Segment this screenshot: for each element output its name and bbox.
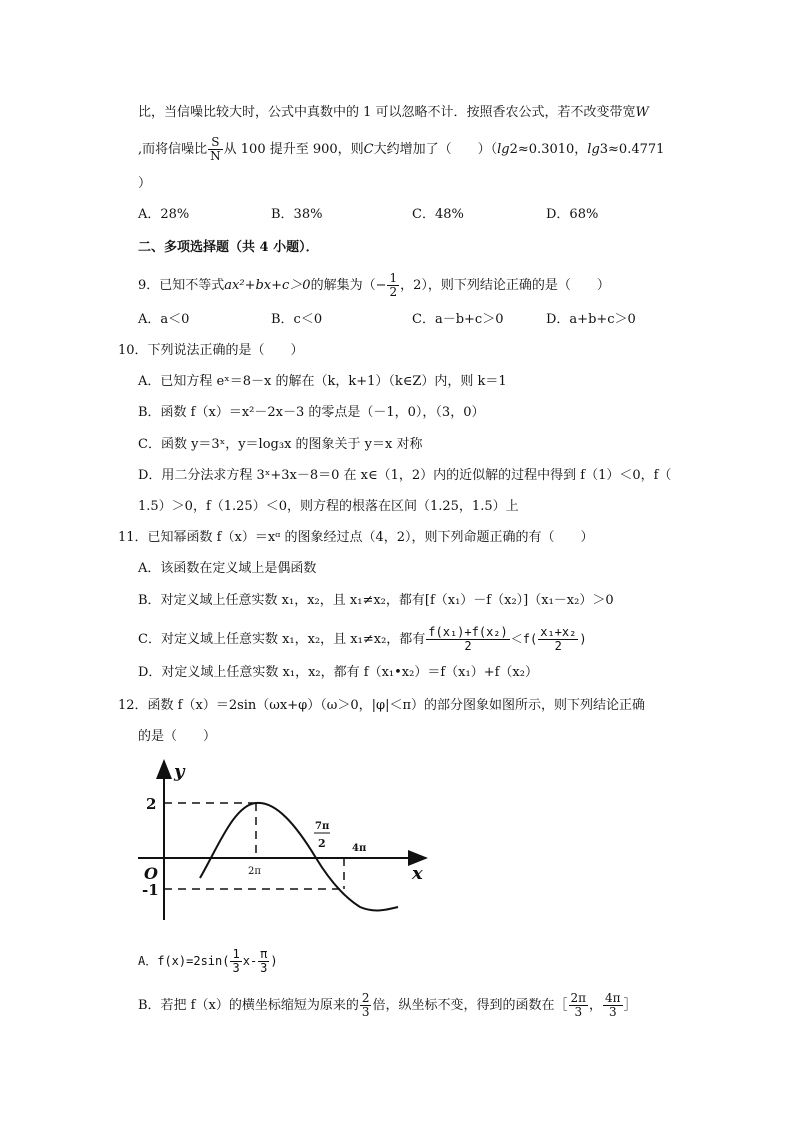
- q8-line1: 比，当信噪比较大时，公式中真数中的 1 可以忽略不计．按照香农公式，若不改变带宽W: [138, 105, 649, 120]
- sine-graph: [130, 755, 440, 925]
- q9-option-c: C．a－b+c＞0: [412, 312, 504, 327]
- q9-fraction: $\frac{1}{2}$: [389, 271, 398, 299]
- x-tick-7pi2-den: 2: [318, 837, 326, 850]
- q11-option-a: A．该函数在定义域上是偶函数: [138, 561, 317, 576]
- q10-option-c: C．函数 y＝3ˣ，y＝log₃x 的图象关于 y＝x 对称: [138, 437, 423, 452]
- q12b-fraction-1: $\frac{2}{3}$: [361, 991, 370, 1019]
- q12-stem-line1: 12．函数 f（x）＝2sin（ωx+φ）（ω＞0，|φ|＜π）的部分图象如图所示，则下列结论正确: [118, 698, 645, 713]
- q10-option-d-line1: D．用二分法求方程 3ˣ+3x－8＝0 在 x∈（1，2）内的近似解的过程中得到 f（1）＜0，f（: [138, 468, 672, 483]
- q12-stem-line2: 的是（ ）: [138, 729, 217, 744]
- x-tick-2pi: 2π: [248, 866, 261, 877]
- q9-option-b: B．c＜0: [271, 312, 323, 327]
- q9-option-d: D．a+b+c＞0: [546, 312, 636, 327]
- q9-option-a: A．a＜0: [138, 312, 190, 327]
- q8-option-d: D．68%: [546, 207, 599, 222]
- q11-stem: 11．已知幂函数 f（x）＝xᵅ 的图象经过点（4，2），则下列命题正确的有（ ）: [118, 530, 594, 545]
- q11-option-b: B．对定义域上任意实数 x₁，x₂，且 x₁≠x₂，都有[f（x₁）－f（x₂）]（x₁－x₂）＞0: [138, 593, 614, 608]
- q8-option-a: A．28%: [138, 207, 190, 222]
- q12b-fraction-3: $\frac{4\pi}{3}$: [605, 991, 621, 1019]
- q8-option-c: C．48%: [412, 207, 464, 222]
- q12-option-b: B．若把 f（x）的横坐标缩短为原来的 $\frac{2}{3}$ 倍，纵坐标不变，得到的函数在［ $\frac{2\pi}{3}$ ， $\frac{4\pi}{3}$ ］: [138, 991, 637, 1019]
- q10-option-a: A．已知方程 eˣ＝8－x 的解在（k，k+1）（k∈Z）内，则 k＝1: [138, 374, 507, 389]
- q9-stem: 9．已知不等式ax²+bx+c＞0的解集为（− $\frac{1}{2}$ ，2），则下列结论正确的是（ ）: [138, 271, 610, 299]
- q11-option-d: D．对定义域上任意实数 x₁，x₂，都有 f（x₁•x₂）＝f（x₁）+f（x₂）: [138, 665, 538, 680]
- q11-option-c: C．对定义域上任意实数 x₁，x₂，且 x₁≠x₂，都有 $\frac{\text{f(x₁)+f(x₂)}}{2}$ ＜f( $\frac{\text{x₁+x₂}}{2}$ ): [138, 625, 587, 653]
- section-title: 二、多项选择题（共 4 小题）．: [138, 240, 319, 255]
- q8-line3: ）: [138, 176, 152, 191]
- y-tick-2: 2: [146, 795, 157, 813]
- q12a-fraction-2: $\frac{\pi}{3}$: [260, 947, 268, 975]
- q11-fraction-1: $\frac{\text{f(x₁)+f(x₂)}}{2}$: [428, 625, 508, 653]
- y-axis-label: y: [174, 761, 185, 782]
- sine-curve: [200, 803, 398, 911]
- q12-option-a: A．f(x)=2sin( $\frac{1}{3}$ x- $\frac{\pi}{3}$ ): [138, 947, 278, 975]
- q10-option-b: B．函数 f（x）＝x²－2x－3 的零点是（－1，0），（3，0）: [138, 405, 485, 420]
- x-tick-4pi: 4π: [352, 843, 367, 854]
- q8-line2: ,而将信噪比 $\frac{S}{N}$ 从 100 提升至 900，则C大约增加了（ ）（lg2≈0.3010，lg3≈0.4771: [138, 135, 665, 163]
- q8-option-b: B．38%: [271, 207, 323, 222]
- x-tick-7pi2-num: 7π: [315, 821, 330, 832]
- snr-fraction: $\frac{S}{N}$: [210, 135, 221, 163]
- x-axis-label: x: [412, 863, 423, 884]
- origin-label: O: [144, 864, 158, 883]
- q12a-fraction-1: $\frac{1}{3}$: [232, 947, 240, 975]
- q10-stem: 10．下列说法正确的是（ ）: [118, 343, 304, 358]
- q12b-fraction-2: $\frac{2\pi}{3}$: [570, 991, 587, 1019]
- q11-fraction-2: $\frac{\text{x₁+x₂}}{2}$: [540, 625, 577, 653]
- q10-option-d-line2: 1.5）＞0，f（1.25）＜0，则方程的根落在区间（1.25，1.5）上: [138, 499, 519, 514]
- y-tick-neg1: -1: [142, 881, 159, 899]
